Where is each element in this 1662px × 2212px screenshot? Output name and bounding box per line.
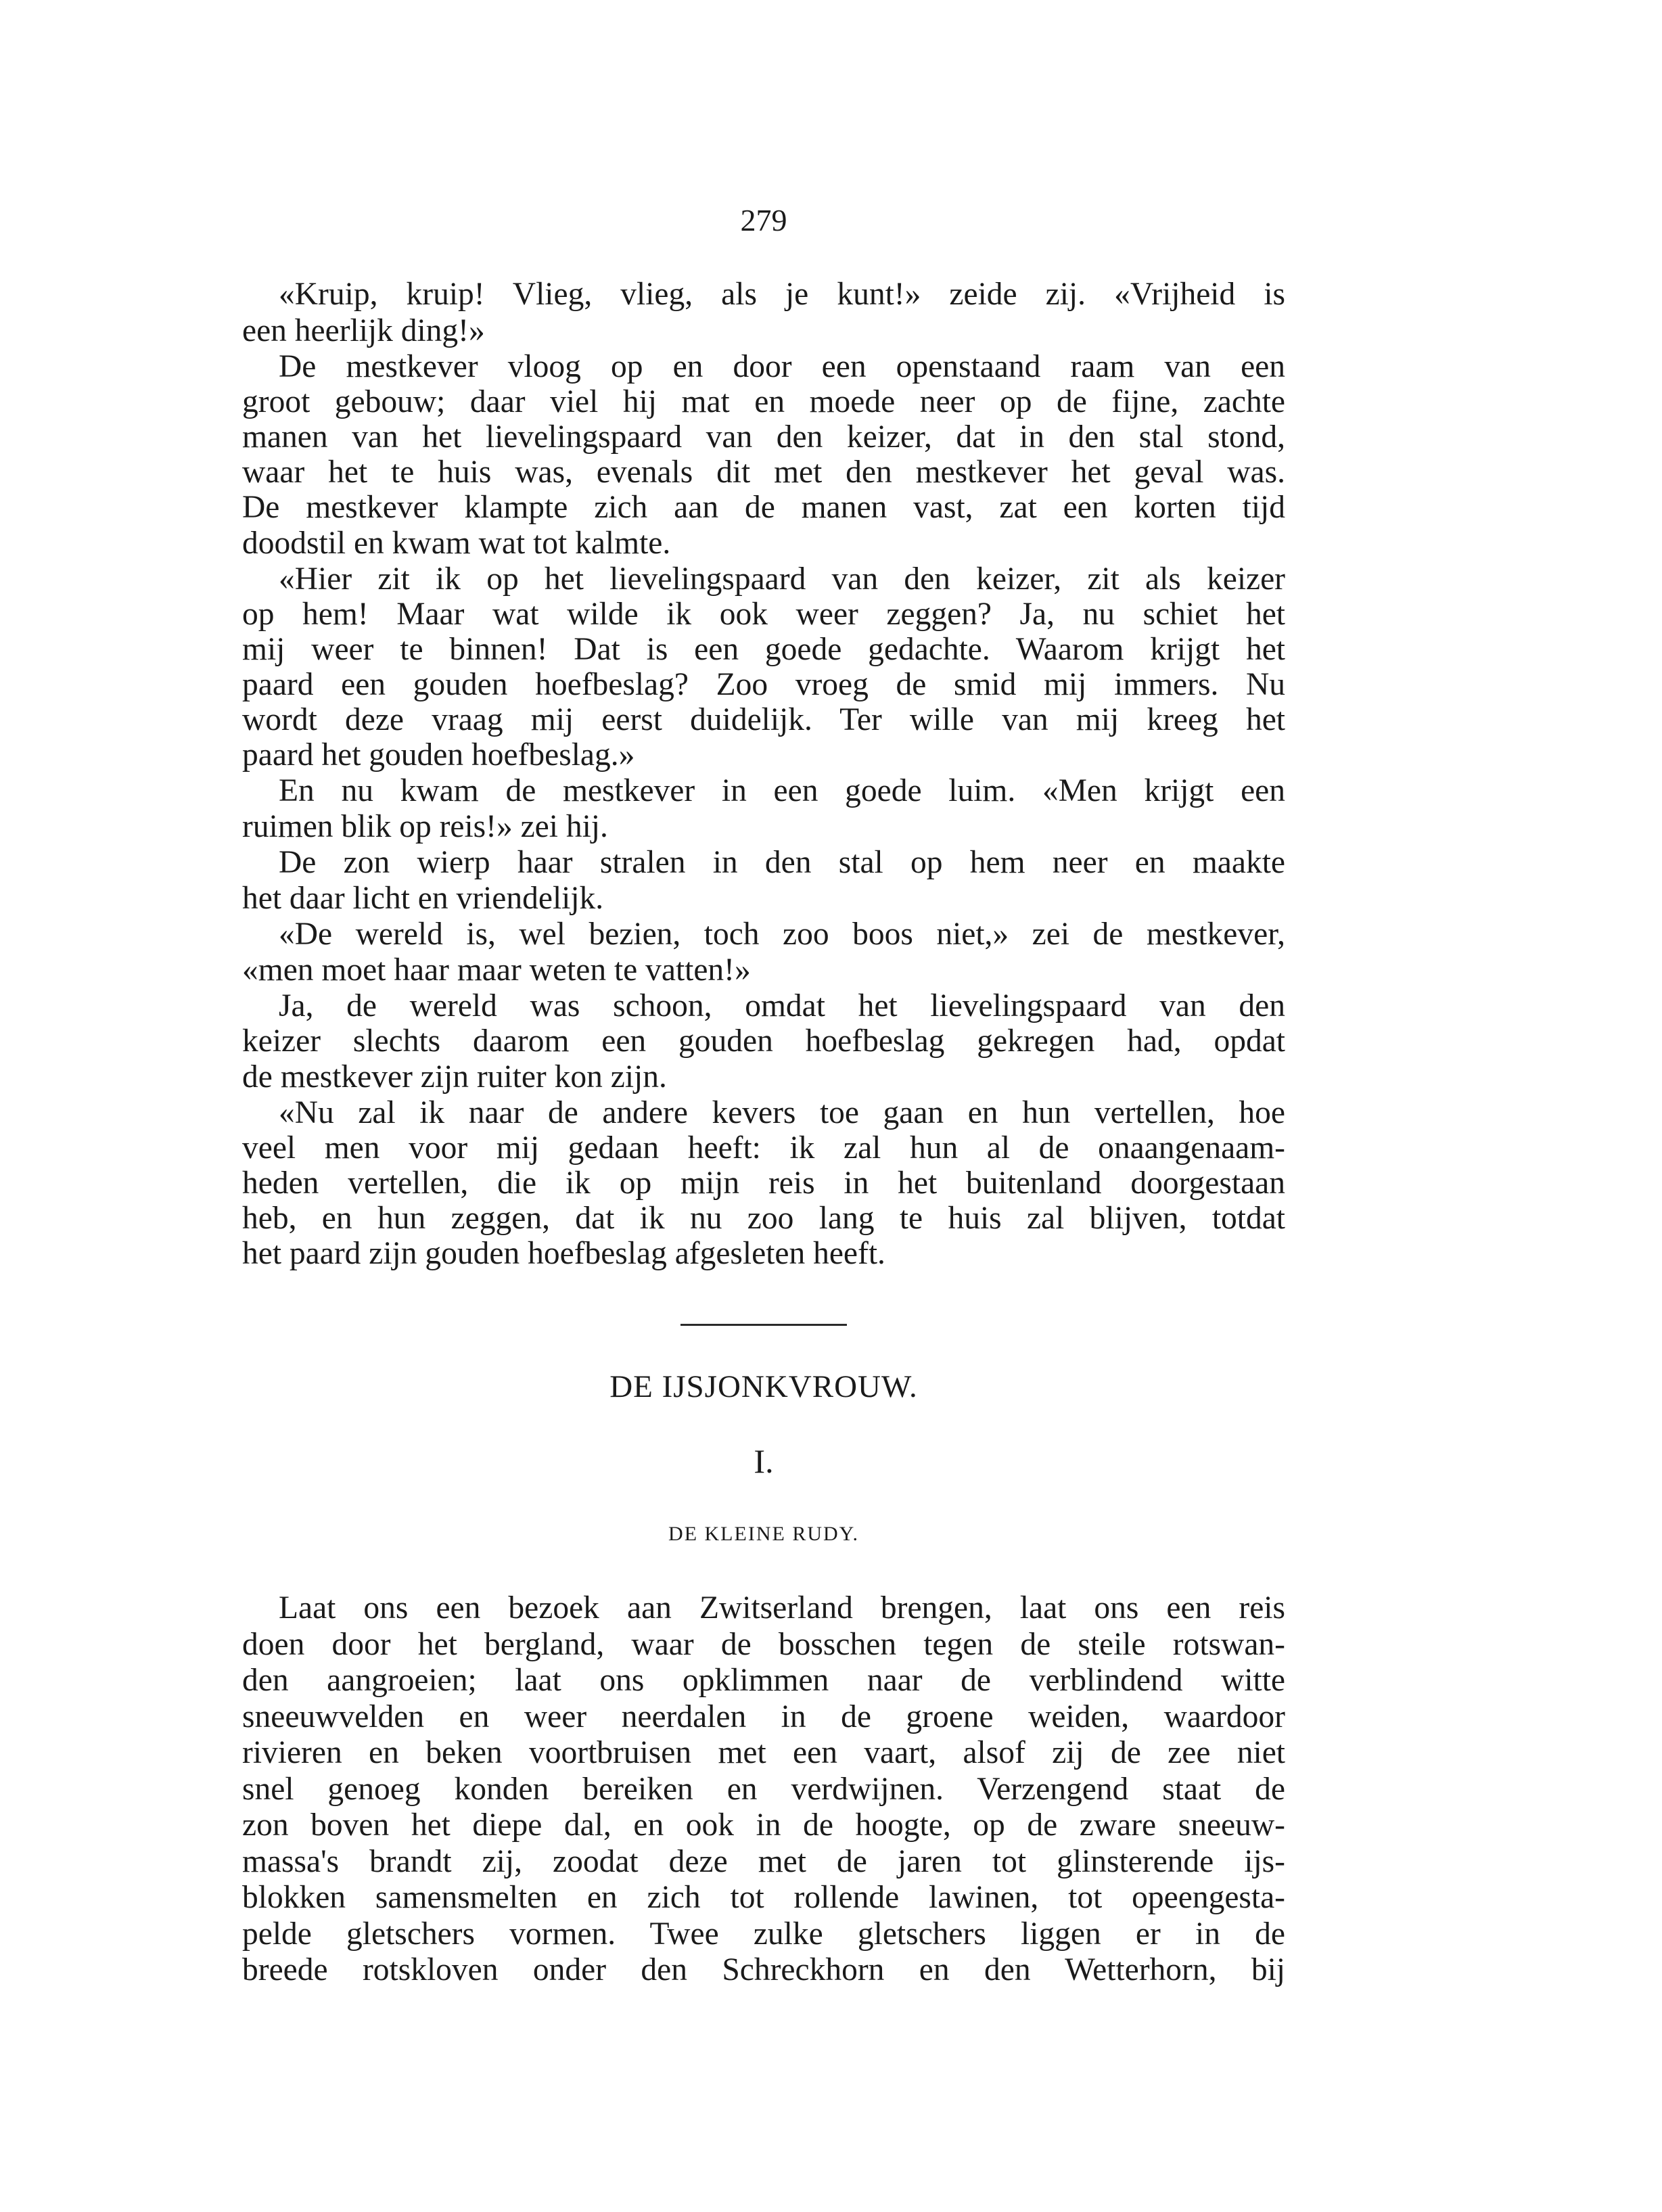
text-line: manen van het lievelingspaard van den keizer, dat in den stal stond,	[242, 419, 1285, 455]
text-line: keizer slechts daarom een gouden hoefbeslag gekregen had, opdat	[242, 1023, 1285, 1059]
text-line: rivieren en beken voortbruisen met een vaart, alsof zij de zee niet	[242, 1735, 1285, 1770]
section-title: DE IJSJONKVROUW.	[609, 1369, 918, 1404]
text-line: Laat ons een bezoek aan Zwitserland brengen, laat ons een reis	[279, 1590, 1285, 1626]
text-line: mij weer te binnen! Dat is een goede gedachte. Waarom krijgt het	[242, 632, 1285, 667]
text-line: «De wereld is, wel bezien, toch zoo boos niet,» zei de mestkever,	[279, 917, 1285, 952]
text-line: veel men voor mij gedaan heeft: ik zal hun al de onaangenaam-	[242, 1130, 1285, 1166]
text-line: blokken samensmelten en zich tot rollende lawinen, tot opeengesta-	[242, 1880, 1285, 1915]
text-line: op hem! Maar wat wilde ik ook weer zeggen? Ja, nu schiet het	[242, 597, 1285, 632]
text-line: «Kruip, kruip! Vlieg, vlieg, als je kunt!» zeide zij. «Vrijheid is	[279, 277, 1285, 312]
text-line: heden vertellen, die ik op mijn reis in het buitenland doorgestaan	[242, 1166, 1285, 1201]
text-line: sneeuwvelden en weer neerdalen in de groene weiden, waardoor	[242, 1699, 1285, 1734]
text-line: zon boven het diepe dal, en ook in de hoogte, op de zware sneeuw-	[242, 1807, 1285, 1843]
page-number: 279	[740, 203, 787, 237]
text-line: pelde gletschers vormen. Twee zulke gletschers liggen er in de	[242, 1916, 1285, 1952]
text-line: Ja, de wereld was schoon, omdat het lievelingspaard van den	[279, 988, 1285, 1023]
text-line: De mestkever klampte zich aan de manen vast, zat een korten tijd	[242, 490, 1285, 525]
text-line: De mestkever vloog op en door een openstaand raam van een	[279, 349, 1285, 384]
text-line: doodstil en kwam wat tot kalmte.	[242, 526, 671, 561]
text-line: En nu kwam de mestkever in een goede luim. «Men krijgt een	[279, 773, 1285, 808]
section-divider	[680, 1324, 847, 1326]
text-line: paard het gouden hoefbeslag.»	[242, 737, 635, 773]
text-line: «Hier zit ik op het lievelingspaard van den keizer, zit als keizer	[279, 561, 1285, 597]
text-line: paard een gouden hoefbeslag? Zoo vroeg de smid mij immers. Nu	[242, 667, 1285, 702]
text-line: den aangroeien; laat ons opklimmen naar de verblindend witte	[242, 1663, 1285, 1698]
text-line: groot gebouw; daar viel hij mat en moede neer op de fijne, zachte	[242, 384, 1285, 419]
text-line: De zon wierp haar stralen in den stal op hem neer en maakte	[279, 845, 1285, 880]
text-line: de mestkever zijn ruiter kon zijn.	[242, 1059, 667, 1095]
text-line: het daar licht en vriendelijk.	[242, 881, 604, 916]
text-line: wordt deze vraag mij eerst duidelijk. Ter wille van mij kreeg het	[242, 702, 1285, 737]
text-line: «men moet haar maar weten te vatten!»	[242, 952, 751, 988]
text-line: «Nu zal ik naar de andere kevers toe gaan en hun vertellen, hoe	[279, 1095, 1285, 1130]
chapter-number: I.	[754, 1442, 774, 1480]
text-line: een heerlijk ding!»	[242, 313, 485, 348]
chapter-title: DE KLEINE RUDY.	[668, 1523, 859, 1545]
text-line: breede rotskloven onder den Schreckhorn en den Wetterhorn, bij	[242, 1952, 1285, 1987]
text-line: heb, en hun zeggen, dat ik nu zoo lang te huis zal blijven, totdat	[242, 1201, 1285, 1236]
text-line: snel genoeg konden bereiken en verdwijnen. Verzengend staat de	[242, 1772, 1285, 1807]
text-line: massa's brandt zij, zoodat deze met de jaren tot glinsterende ijs-	[242, 1844, 1285, 1879]
text-line: waar het te huis was, evenals dit met den mestkever het geval was.	[242, 455, 1285, 490]
text-line: ruimen blik op reis!» zei hij.	[242, 809, 608, 844]
text-line: doen door het bergland, waar de bosschen tegen de steile rotswan-	[242, 1627, 1285, 1662]
text-line: het paard zijn gouden hoefbeslag afgesleten heeft.	[242, 1236, 885, 1271]
